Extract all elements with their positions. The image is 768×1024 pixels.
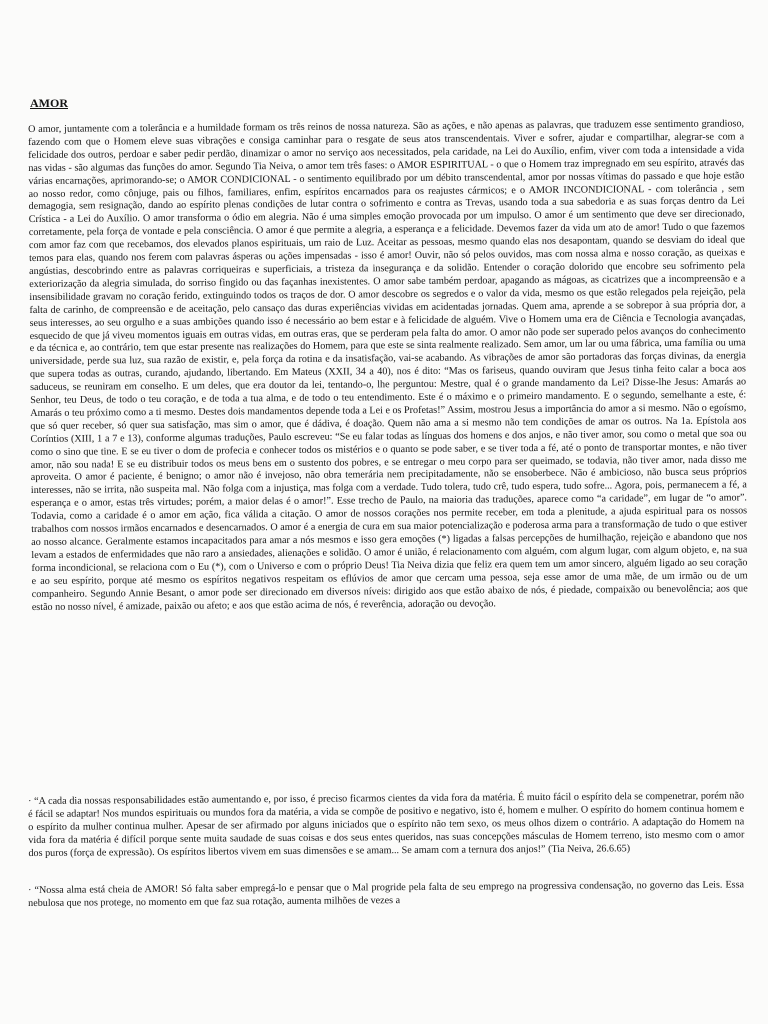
document-title: AMOR [30, 96, 68, 110]
quote-paragraph-tia-neiva: · “A cada dia nossas responsabilidades estão aumentando e, por isso, é preciso ficarmos cientes da vida fora da matéria. É muito fácil o espírito dela se compenetrar, porém não é fácil se adaptar! Nos mundos espirituais ou mundos fora da matéria, a vida se compõe de positivo e negativo, isto é, homem e mulher. O espírito do homem continua homem e o espírito da mulher continua mulher. Apesar de ser afirmado por alguns iniciados que o espírito não tem sexo, os meus olhos dizem o contrário. A adaptação do Homem na vida fora da matéria é difícil porque sente muita saudade de suas coisas e dos seus entes queridos, nas suas concepções másculas de Homem terreno, isto mesmo com o amor dos puros (força de expressão). Os espíritos libertos vivem em suas dimensões e se amam... Se amam com a ternura dos anjos!” (Tia Neiva, 26.6.65) [28, 790, 745, 859]
quote-paragraph-alma-amor: · “Nossa alma está cheia de AMOR! Só falta saber empregá-lo e pensar que o Mal progride pela falta de seu emprego na progressiva condensação, no governo das Leis. Essa nebulosa que nos protege, no momento em que faz sua rotação, aumenta milhões de vezes a [28, 879, 745, 909]
main-paragraph: O amor, juntamente com a tolerância e a humildade formam os três reinos de nossa natureza. São as ações, e não apenas as palavras, que traduzem esse sentimento grandioso, fazendo com que o Homem eleve suas vibrações e consiga caminhar para o resgate de seus atos transcendentais. Viver e sofrer, ajudar e compartilhar, alegrar-se com a felicidade dos outros, perdoar e saber pedir perdão, dinamizar o amor no serviço aos necessitados, pela caridade, na Lei do Auxílio, enfim, viver com toda a intensidade a vida nas vidas - são algumas das funções do amor. Segundo Tia Neiva, o amor tem três fases: o AMOR ESPIRITUAL - o que o Homem traz impregnado em seu espírito, através das várias encarnações, aprimorando-se; o AMOR CONDICIONAL - o sentimento equilibrado por um débito transcendental, amor por nossas vítimas do passado e que hoje estão ao nosso redor, como cônjuge, pais ou filhos, familiares, enfim, espíritos encarnados para os reajustes cármicos; e o AMOR INCONDICIONAL - com tolerância , sem demagogia, sem resignação, dando ao espírito plenas condições de lutar contra o sofrimento e contra as Trevas, usando toda a sua sabedoria e as suas forças dentro da Lei Crística - a Lei do Auxílio. O amor transforma o ódio em alegria. Não é uma simples emoção provocada por um impulso. O amor é um sentimento que deve ser direcionado, corretamente, pela força de vontade e pela consciência. O amor é que permite a alegria, a esperança e a felicidade. Devemos fazer da vida um ato de amor! Tudo o que fazemos com amor faz com que recebamos, dos elevados planos espirituais, um raio de Luz. Aceitar as pessoas, mesmo quando elas nos desapontam, quando se desviam do ideal que temos para elas, quando nos ferem com palavras ásperas ou ações impensadas - isso é amor! Ouvir, não só pelos ouvidos, mas com nossa alma e nosso coração, as queixas e angústias, descobrindo entre as palavras corriqueiras e superficiais, a tristeza da insegurança e da solidão. Entender o coração dolorido que encobre seu sofrimento pela exteriorização da alegria simulada, do sorriso fingido ou das façanhas inexistentes. O amor sabe também perdoar, apagando as mágoas, as cicatrizes que a incompreensão e a insensibilidade gravam no coração ferido, extinguindo todos os traços de dor. O amor descobre os segredos e o valor da vida, mesmo os que estão relegados pela rejeição, pela falta de carinho, de compreensão e de aceitação, pelo cansaço das duras experiências vividas em acidentadas jornadas. Quem ama, aprende a se sobrepor à sua própria dor, a seus interesses, ao seu orgulho e a suas ambições quando isso é necessário ao bem estar e à felicidade de alguém. Vive o Homem uma era de Ciência e Tecnologia avançadas, esquecido de que já viveu momentos iguais em outras vidas, em outras eras, que se perderam pela falta do amor. O amor não pode ser superado pelos avanços do conhecimento e da técnica e, ao contrário, tem que estar presente nas realizações do Homem, para que este se sinta realmente realizado. Sem amor, um lar ou uma fábrica, uma família ou uma universidade, perde sua luz, sua razão de existir, e, pela força da rotina e da insatisfação, vai-se acabando. As vibrações de amor são portadoras das forças divinas, da energia que supera todas as outras, curando, ajudando, libertando. Em Mateus (XXII, 34 a 40), nos é dito: “Mas os fariseus, quando ouviram que Jesus tinha feito calar a boca aos saduceus, se reuniram em conselho. E um deles, que era doutor da lei, tentando-o, lhe perguntou: Mestre, qual é o grande mandamento da Lei? Disse-lhe Jesus: Amarás ao Senhor, teu Deus, de todo o teu coração, e de toda a tua alma, e de todo o teu entendimento. Este é o máximo e o primeiro mandamento. E o segundo, semelhante a este, é: Amarás o teu próximo como a ti mesmo. Destes dois mandamentos depende toda a Lei e os Profetas!” Assim, mostrou Jesus a importância do amor a si mesmo. Não o egoísmo, que só quer receber, só quer sua satisfação, mas sim o amor, que é dádiva, é doação. Quem não ama a si mesmo não tem condições de amar os outros. Na 1a. Epístola aos Coríntios (XIII, 1 a 7 e 13), conforme algumas traduções, Paulo escreveu: “Se eu falar todas as línguas dos homens e dos anjos, e não tiver amor, sou como o metal que soa ou como o sino que tine. E se eu tiver o dom de profecia e conhecer todos os mistérios e o quanto se pode saber, e se tiver toda a fé, até o ponto de transportar montes, e não tiver amor, não sou nada! E se eu distribuir todos os meus bens em o sustento dos pobres, e se entregar o meu corpo para ser queimado, se todavia, não tiver amor, nada disso me aproveita. O amor é paciente, é benigno; o amor não é invejoso, não obra temerária nem precipitadamente, não se ensoberbece. Não é ambicioso, não busca seus próprios interesses, não se irrita, não suspeita mal. Não folga com a injustiça, mas folga com a verdade. Tudo tolera, tudo crê, tudo espera, tudo sofre... Agora, pois, permanecem a fé, a esperança e o amor, estas três virtudes; porém, a maior delas é o amor!”. Esse trecho de Paulo, na maioria das traduções, aparece como “a caridade”, em lugar de “o amor”. Todavia, como a caridade é o amor em ação, fica válida a citação. O amor de nossos corações nos permite receber, em toda a plenitude, a ajuda espiritual para os nossos trabalhos com nossos irmãos encarnados e desencarnados. O amor é a energia de cura em sua maior potencialização e poderosa arma para a transformação de tudo o que estiver ao nosso alcance. Geralmente estamos incapacitados para amar a nós mesmos e isso gera emoções (*) ligadas a falsas percepções de humilhação, rejeição e abandono que nos levam a estados de enfermidades que não raro a ansiedades, alienações e solidão. O amor é união, é relacionamento com alguém, com algum lugar, com algum objeto, e, na sua forma incondicional, se relaciona com o Eu (*), com o Universo e com o próprio Deus! Tia Neiva dizia que feliz era quem tem um amor sincero, alguém ligado ao seu coração e ao seu espírito, porque até mesmo os espíritos negativos respeitam os eflúvios de amor que cercam uma pessoa, seja esse amor de uma mãe, de um irmão ou de um companheiro. Segundo Annie Besant, o amor pode ser direcionado em diversos níveis: dirigido aos que estão abaixo de nós, é piedade, compaixão ou benevolência; aos que estão no nosso nível, é amizade, paixão ou afeto; e aos que estão acima de nós, é reverência, adoração ou devoção. [28, 118, 748, 613]
